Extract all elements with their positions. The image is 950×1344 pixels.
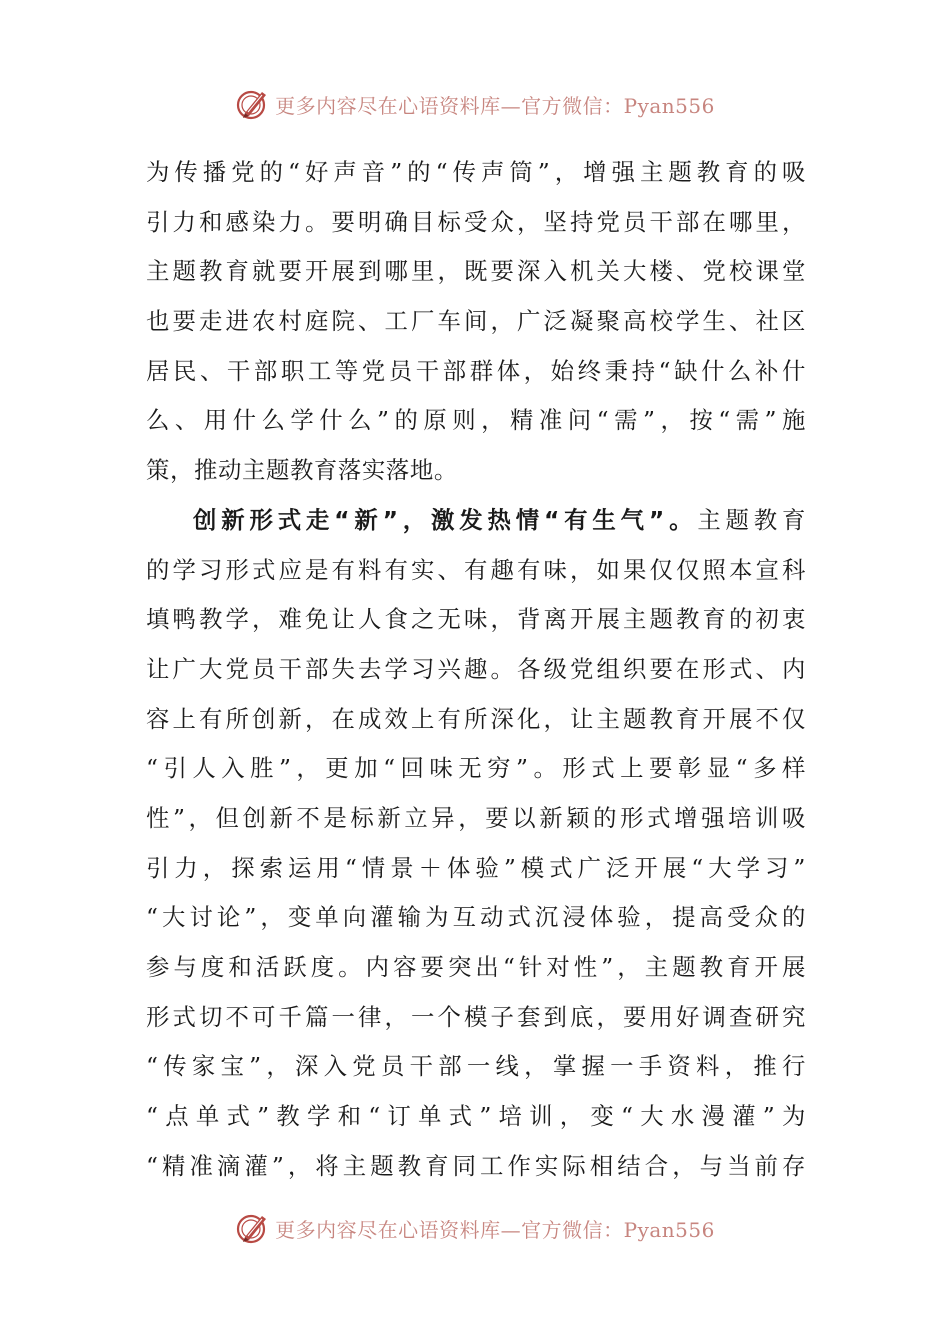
paragraph-2-heading: 创新形式走“新”，激发热情“有生气”。 — [193, 505, 698, 534]
text-line: 形式切不可千篇一律，一个模子套到底，要用好调查研究 — [146, 1002, 806, 1031]
paragraph-1 — [146, 148, 806, 496]
pen-logo-icon — [235, 1210, 271, 1246]
document-body — [146, 148, 806, 1191]
text-line: 容上有所创新，在成效上有所深化，让主题教育开展不仅 — [146, 704, 806, 733]
text-line: 策，推动主题教育落实落地。 — [146, 456, 458, 485]
text-line: “传家宝”，深入党员干部一线，掌握一手资料，推行 — [146, 1052, 806, 1081]
footer-banner-text: 更多内容尽在心语资料库—官方微信：Pyan556 — [275, 1217, 715, 1242]
header-banner-text: 更多内容尽在心语资料库—官方微信：Pyan556 — [275, 93, 715, 118]
text-line: 填鸭教学，难免让人食之无味，背离开展主题教育的初衷 — [146, 605, 806, 634]
text-line: 引力和感染力。要明确目标受众，坚持党员干部在哪里， — [146, 207, 806, 236]
text-line: 主题教育就要开展到哪里，既要深入机关大楼、党校课堂 — [146, 257, 806, 286]
text-line: 让广大党员干部失去学习兴趣。各级党组织要在形式、内 — [146, 654, 806, 683]
text-line: 引力，探索运用“情景＋体验”模式广泛开展“大学习” — [146, 853, 806, 882]
text-line: 参与度和活跃度。内容要突出“针对性”，主题教育开展 — [146, 953, 806, 981]
text-line: 居民、干部职工等党员干部群体，始终秉持“缺什么补什 — [146, 356, 806, 385]
text-line: 么、用什么学什么”的原则，精准问“需”，按“需”施 — [146, 406, 806, 435]
pen-logo-icon — [235, 86, 271, 122]
paragraph-2 — [146, 496, 806, 1192]
text-line: “引人入胜”，更加“回味无穷”。形式上要彰显“多样 — [146, 754, 806, 783]
header-banner — [0, 82, 950, 126]
text-line: 为传播党的“好声音”的“传声筒”，增强主题教育的吸 — [146, 158, 806, 186]
paragraph-2-first-line-rest: 主题教育 — [697, 505, 806, 534]
text-line: “大讨论”，变单向灌输为互动式沉浸体验，提高受众的 — [146, 903, 806, 932]
text-line: “点单式”教学和“订单式”培训，变“大水漫灌”为 — [146, 1102, 806, 1131]
text-line: 也要走进农村庭院、工厂车间，广泛凝聚高校学生、社区 — [146, 307, 806, 336]
paragraph-2-first-line — [146, 496, 806, 546]
text-line: 的学习形式应是有料有实、有趣有味，如果仅仅照本宣科 — [146, 555, 806, 584]
footer-banner — [0, 1206, 950, 1250]
text-line: 性”，但创新不是标新立异，要以新颖的形式增强培训吸 — [146, 803, 806, 832]
text-line: “精准滴灌”，将主题教育同工作实际相结合，与当前存 — [146, 1151, 806, 1180]
